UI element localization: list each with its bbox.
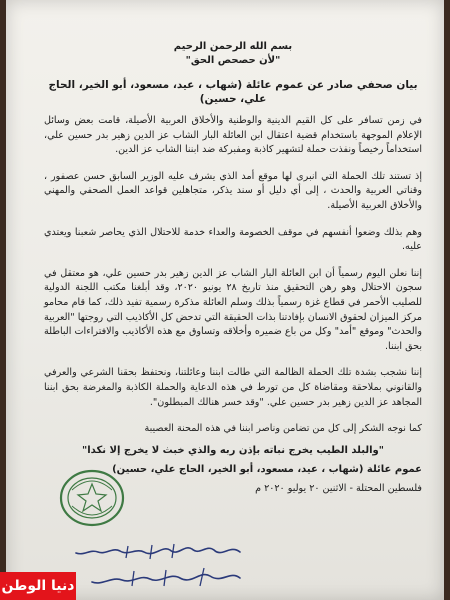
paragraph-4: إننا نعلن اليوم رسمياً أن ابن العائلة البار الشاب عز الدين زهير بدر حسين علي، هو معتقل في سجون الاحتلال وهو رهن التحقيق منذ تاريخ ٢٨ يونيو ٢٠٢٠، وقد أبلغنا مكتب اللجنة الدولية للصليب الأحمر في قطاع غزة رسمياً بذلك وسلم العائلة مذكرة رسمية تفيد ذلك، كما قام محامو مركز الميزان لحقوق الانسان بإفادتنا بذات الحقيقة التي تدحض كل الأكاذيب التي روجتها "العربية والحدث" وموقع "أمد" وكل من باع ضميره وأخلاقه وتساوق مع هذه الأكاذيب والافتراءات الباطلة بحق ابننا. — [44, 267, 423, 352]
document-body — [44, 40, 422, 494]
closing-verse: "والبلد الطيب يخرج نباته بإذن ربه والذي خبث لا يخرج إلا نكدا" — [82, 444, 384, 456]
watermark-text: دنيا الوطن — [1, 578, 75, 594]
document-heading: بيان صحفي صادر عن عموم عائلة (شهاب ، عيد، مسعود، أبو الخير، الحاج علي، حسين) — [48, 79, 418, 105]
basmala: بسم الله الرحمن الرحيم — [173, 41, 293, 52]
paragraph-1: في زمن تسافر على كل القيم الدينية والوطنية والأخلاق العربية الأصيلة، قامت بعض وسائل الإعلام الموجهة باستخدام قضية اعتقال ابن العائلة البار الشاب عز الدين زهير بدر حسين علي، استخداماً رخيصاً ونفذت حملة لتشهير كاذبة ومفبركة ضد ابننا الشاب عز الدين. — [44, 115, 422, 156]
official-stamp-icon — [58, 468, 126, 528]
handwritten-signature-icon — [54, 540, 244, 592]
signature-families: عموم عائلة (شهاب ، عيد، مسعود، أبو الخير، الحاج علي، حسين) — [112, 463, 422, 475]
document-paper — [6, 0, 444, 600]
watermark-logo — [0, 572, 76, 600]
document-subtitle: "لأن حصحص الحق" — [185, 55, 281, 66]
place-and-date: فلسطين المحتلة - الاثنين ٢٠ يوليو ٢٠٢٠ م — [255, 482, 422, 494]
paragraph-5: إننا نشجب بشدة تلك الحملة الظالمة التي طالت ابننا وعائلتنا، ونحتفظ بحقنا الشرعي والعرفي والقانوني بملاحقة ومقاضاة كل من تورط في هذه الدعاية والحملة الكاذبة والمغرضة بحق ابننا المجاهد عز الدين زهير بدر حسين علي. "وقد خسر هنالك المبطلون". — [44, 367, 422, 408]
paragraph-3: وهم بذلك وضعوا أنفسهم في موقف الخصومة والعداء خدمة للاحتلال الذي يحاصر شعبنا ويعتدي عليه. — [44, 226, 422, 253]
closing-thanks: كما نوجه الشكر إلى كل من تضامن وناصر ابننا في هذه المحنة العصيبة — [144, 423, 422, 435]
paragraph-2: إذ تستند تلك الحملة التي انبرى لها موقع أمد الذي يشرف عليه الوزير السابق حسن عصفور ، وقناتي العربية والحدث ، إلى أي دليل أو سند يذكر، متجاهلين قواعد العمل الصحفي والمهني والأخلاق العربية الأصيلة. — [44, 170, 422, 211]
